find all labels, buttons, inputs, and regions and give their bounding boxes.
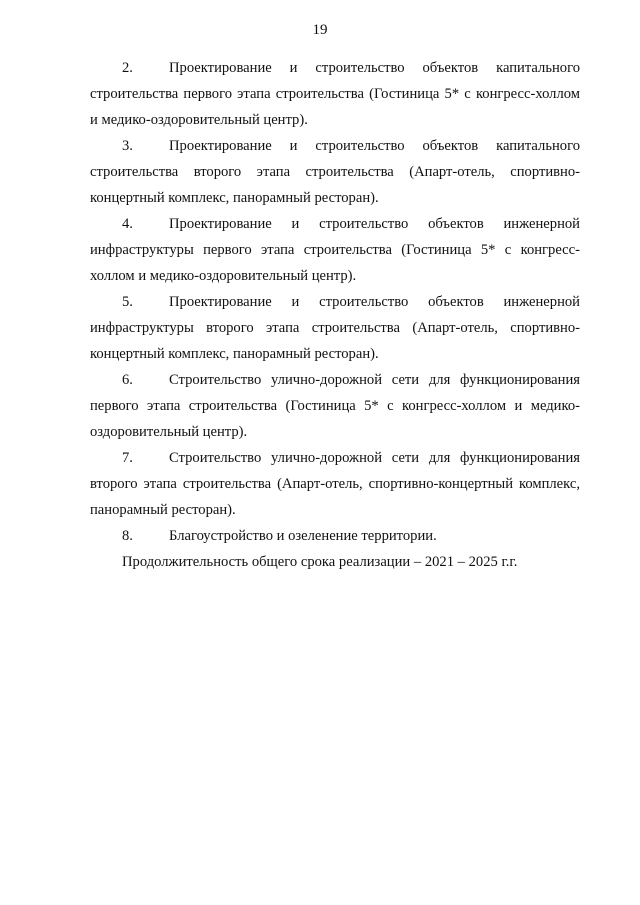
- list-item: [90, 133, 580, 211]
- item-number: 6.: [122, 372, 133, 388]
- list-item: [90, 211, 580, 289]
- document-body: [90, 55, 580, 575]
- item-number: 3.: [122, 138, 133, 154]
- list-item: [90, 289, 580, 367]
- item-text: Строительство улично-дорожной сети для функционирования второго этапа строительства (Апарт-отель, спортивно-концертный комплекс, панорамный ресторан).: [90, 450, 580, 518]
- page-number: 19: [312, 22, 328, 38]
- item-text: Проектирование и строительство объектов инженерной инфраструктуры второго этапа строительства (Апарт-отель, спортивно-концертный комплекс, панорамный ресторан).: [90, 294, 580, 362]
- item-number: 2.: [122, 60, 133, 76]
- item-text: Проектирование и строительство объектов капитального строительства первого этапа строительства (Гостиница 5* с конгресс-холлом и медико-оздоровительный центр).: [90, 60, 580, 128]
- list-item: [90, 445, 580, 523]
- item-number: 8.: [122, 528, 133, 544]
- list-item: [90, 55, 580, 133]
- item-text: Проектирование и строительство объектов инженерной инфраструктуры первого этапа строительства (Гостиница 5* с конгресс-холлом и медико-оздоровительный центр).: [90, 216, 580, 284]
- list-item: [90, 367, 580, 445]
- item-number: 5.: [122, 294, 133, 310]
- list-item: [90, 523, 580, 549]
- item-number: 7.: [122, 450, 133, 466]
- item-text: Проектирование и строительство объектов капитального строительства второго этапа строительства (Апарт-отель, спортивно-концертный комплекс, панорамный ресторан).: [90, 138, 580, 206]
- duration-statement: Продолжительность общего срока реализации – 2021 – 2025 г.г.: [122, 554, 518, 570]
- item-text: Благоустройство и озеленение территории.: [169, 528, 437, 544]
- item-text: Строительство улично-дорожной сети для функционирования первого этапа строительства (Гостиница 5* с конгресс-холлом и медико-оздоровительный центр).: [90, 372, 580, 440]
- item-number: 4.: [122, 216, 133, 232]
